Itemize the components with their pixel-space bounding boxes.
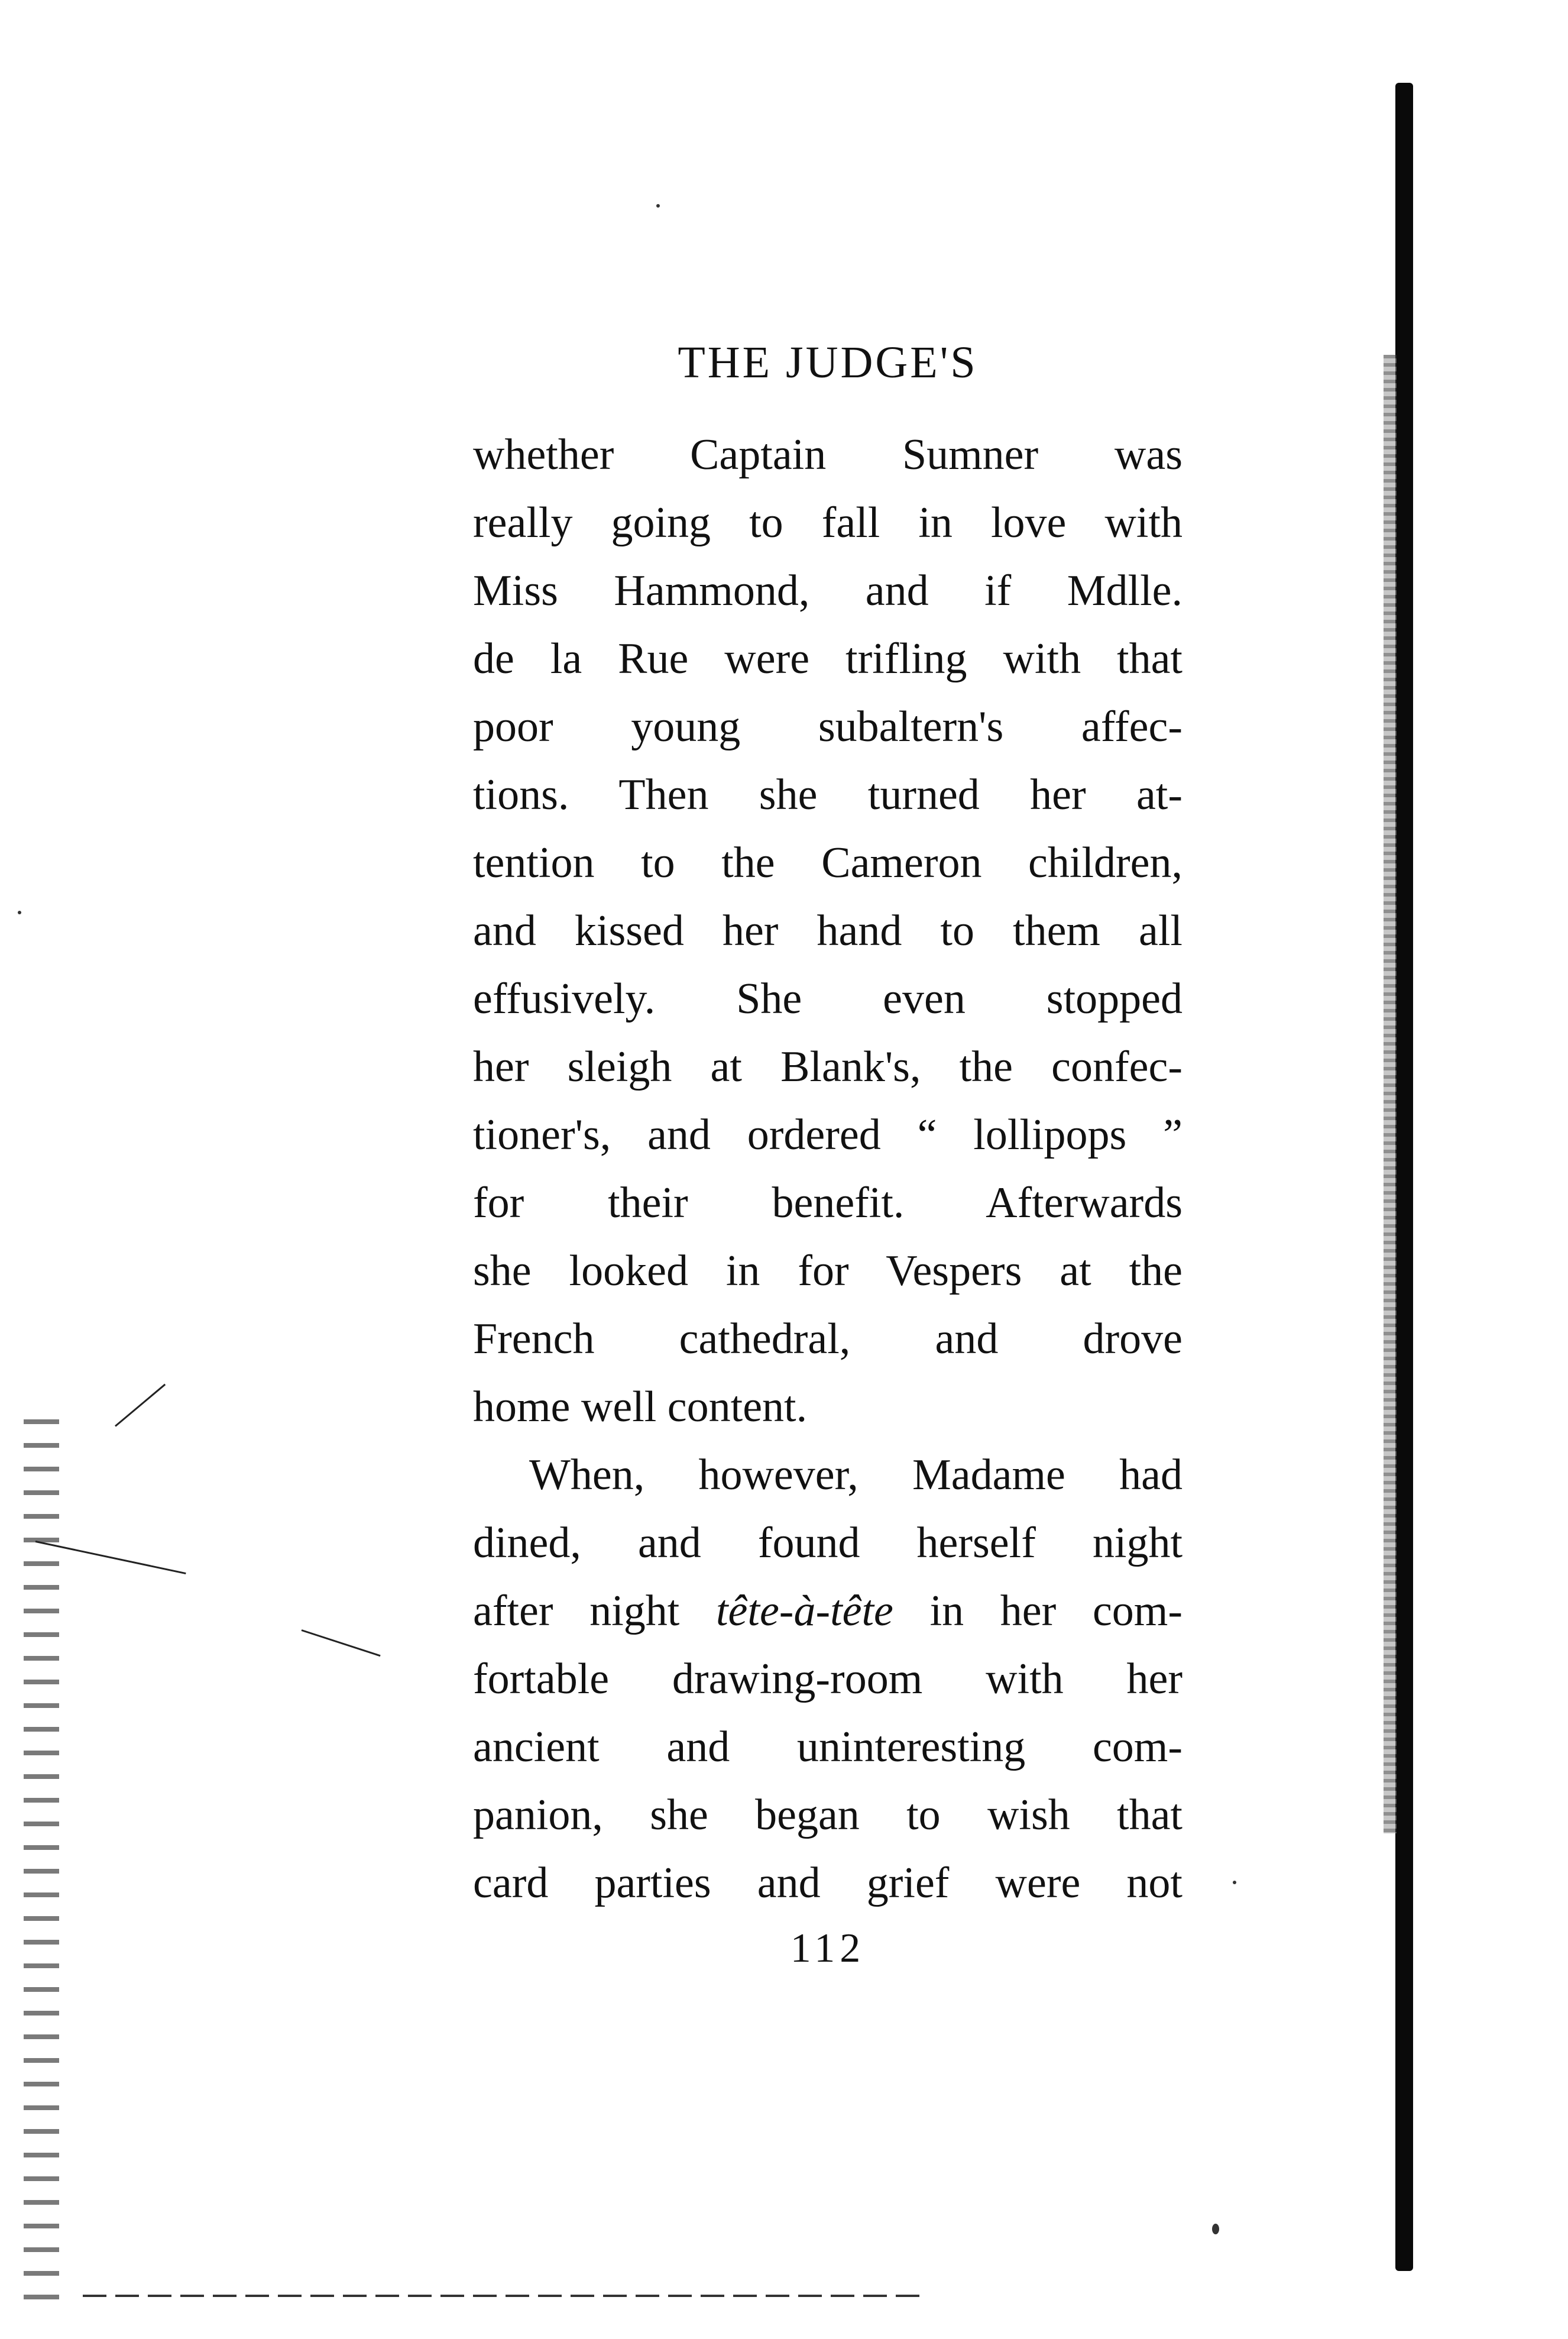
text-fragment: in her com- — [893, 1587, 1183, 1635]
text-line: panion, she began to wish that — [473, 1791, 1183, 1839]
text-line: When, however, Madame had — [529, 1451, 1183, 1499]
text-line: she looked in for Vespers at the — [473, 1247, 1183, 1295]
text-line: poor young subaltern's affec- — [473, 703, 1183, 751]
text-line: tioner's, and ordered “ lollipops ” — [473, 1111, 1183, 1159]
paragraph — [473, 1441, 1183, 1917]
italic-phrase: tête-à-tête — [716, 1587, 893, 1635]
scan-scratch — [115, 1384, 166, 1427]
gutter-edge-noise — [1384, 355, 1397, 1833]
text-line: dined, and found herself night — [473, 1519, 1183, 1567]
text-line: tions. Then she turned her at- — [473, 771, 1183, 819]
scan-speck — [1212, 2224, 1219, 2234]
text-line: for their benefit. Afterwards — [473, 1179, 1183, 1227]
text-line: and kissed her hand to them all — [473, 907, 1183, 955]
text-fragment: after night — [473, 1587, 716, 1635]
text-line: home well content. — [473, 1383, 808, 1431]
gutter-shadow — [1395, 83, 1413, 2271]
running-head: THE JUDGE'S — [678, 338, 978, 387]
scan-speck — [18, 911, 21, 914]
body-text — [473, 421, 1183, 1917]
paragraph — [473, 421, 1183, 1441]
page-number: 112 — [790, 1926, 866, 1971]
text-line: de la Rue were trifling with that — [473, 635, 1183, 683]
text-line: really going to fall in love with — [473, 499, 1183, 547]
text-line: her sleigh at Blank's, the confec- — [473, 1043, 1183, 1091]
text-line: Miss Hammond, and if Mdlle. — [473, 567, 1183, 615]
text-line: fortable drawing-room with her — [473, 1655, 1183, 1703]
scan-speck — [656, 204, 660, 208]
text-line: ancient and uninteresting com- — [473, 1723, 1183, 1771]
text-line: French cathedral, and drove — [473, 1315, 1183, 1363]
scan-scratch — [302, 1629, 381, 1657]
text-line: whether Captain Sumner was — [473, 431, 1183, 479]
left-margin-noise — [24, 1419, 59, 2306]
text-line: card parties and grief were not — [473, 1859, 1183, 1907]
text-line-with-italic — [473, 1577, 1183, 1645]
bottom-scan-rule — [83, 2295, 922, 2297]
scan-speck — [1233, 1881, 1236, 1884]
text-line: effusively. She even stopped — [473, 975, 1183, 1023]
text-line: tention to the Cameron children, — [473, 839, 1183, 887]
